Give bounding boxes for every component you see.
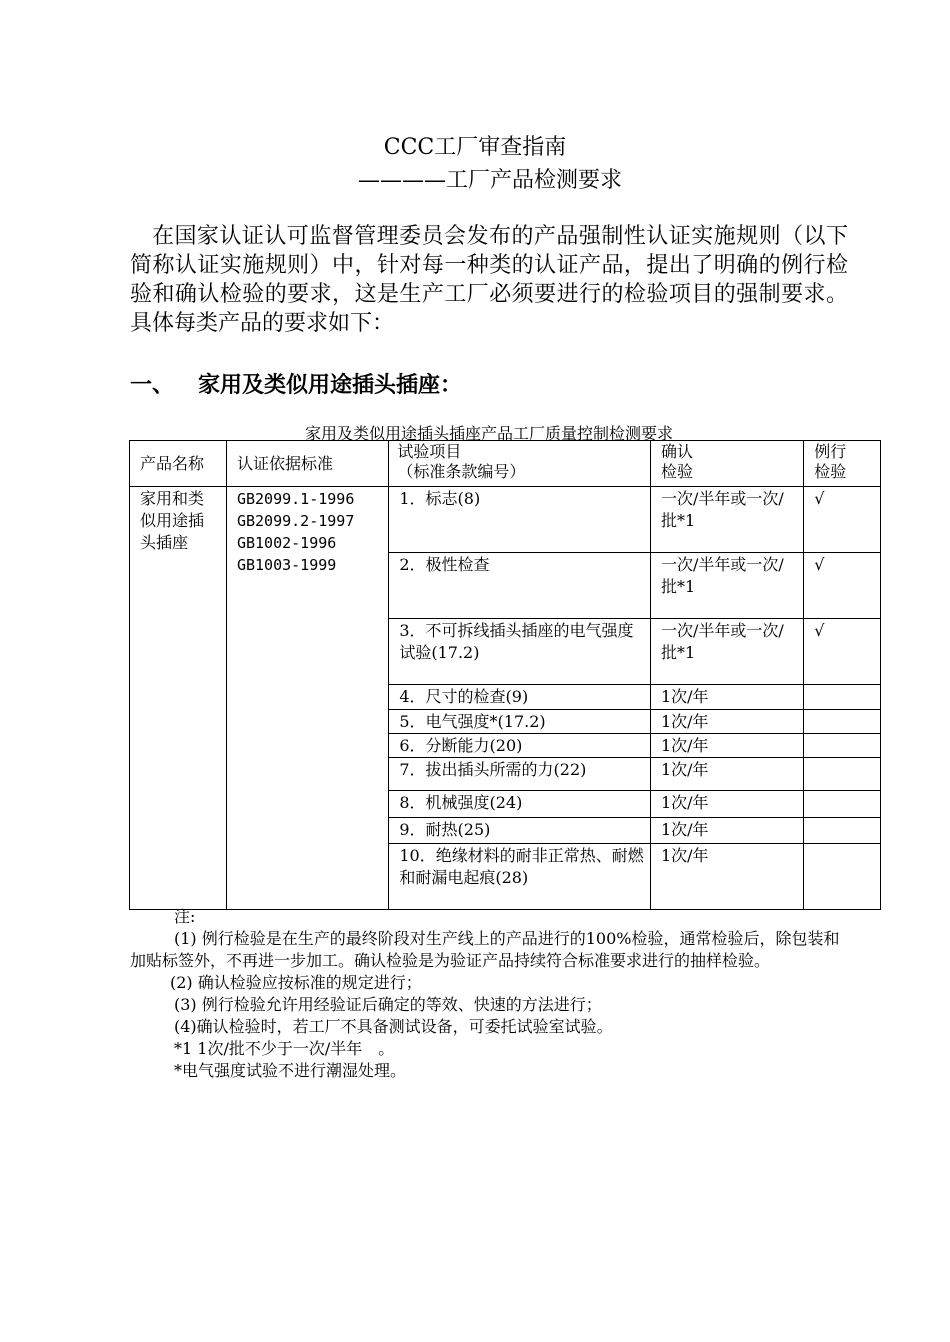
test-item-cell: 4．尺寸的检查(9) (389, 685, 651, 710)
routine-check-cell (804, 758, 881, 791)
confirm-cell: 一次/半年或一次/批*1 (650, 619, 803, 685)
standard-3: GB1002-1996 (236, 534, 337, 552)
confirm-cell: 1次/年 (650, 818, 803, 844)
confirm-cell: 1次/年 (650, 758, 803, 791)
header-standard (226, 441, 388, 487)
routine-check-cell (804, 734, 881, 758)
header-routine-line1: 例行 (814, 442, 847, 461)
routine-check-cell (804, 791, 881, 818)
confirm-cell: 1次/年 (650, 734, 803, 758)
standard-1: GB2099.1-1996 (236, 490, 355, 508)
notes-block (130, 906, 848, 1082)
note-1: (1) 例行检验是在生产的最终阶段对生产线上的产品进行的100%检验，通常检验后，除包装和加贴标签外，不再进一步加工。确认检验是为验证产品持续符合标准要求进行的抽样检验。 (130, 929, 840, 970)
note-3: (3) 例行检验允许用经验证后确定的等效、快速的方法进行； (174, 995, 602, 1014)
routine-check-cell: √ (804, 487, 881, 553)
confirm-cell: 1次/年 (650, 685, 803, 710)
routine-check-cell (804, 818, 881, 844)
standard-2: GB2099.2-1997 (236, 512, 355, 530)
test-item-cell: 9．耐热(25) (389, 818, 651, 844)
header-routine (804, 441, 881, 487)
section-heading (130, 368, 462, 399)
standard-4: GB1003-1999 (236, 556, 337, 574)
notes-label: 注: (174, 907, 196, 926)
routine-check-cell: √ (804, 619, 881, 685)
header-product-label: 产品名称 (140, 454, 205, 473)
product-name: 家用和类似用途插头插座 (140, 489, 205, 552)
confirm-cell: 1次/年 (650, 710, 803, 734)
header-test-item (389, 441, 651, 487)
test-item-cell: 1．标志(8) (389, 487, 651, 553)
section-title: 家用及类似用途插头插座： (198, 373, 463, 398)
table-row (130, 487, 881, 553)
test-item-cell: 8．机械强度(24) (389, 791, 651, 818)
routine-check-cell: √ (804, 553, 881, 619)
header-test-line2: （标准条款编号） (397, 462, 526, 481)
test-item-cell: 6．分断能力(20) (389, 734, 651, 758)
note-6: *电气强度试验不进行潮湿处理。 (174, 1061, 407, 1080)
confirm-cell: 1次/年 (650, 844, 803, 910)
test-item-cell: 7．拔出插头所需的力(22) (389, 758, 651, 791)
header-routine-line2: 检验 (814, 462, 847, 481)
document-title: CCC工厂审查指南 (383, 135, 567, 160)
routine-check-cell (804, 685, 881, 710)
header-product (130, 441, 227, 487)
table-header-row (130, 441, 881, 487)
test-item-cell: 5．电气强度*(17.2) (389, 710, 651, 734)
intro-paragraph: 在国家认证认可监督管理委员会发布的产品强制性认证实施规则（以下简称认证实施规则）中，针对每一种类的认证产品，提出了明确的例行检验和确认检验的要求，这是生产工厂必须要进行的检验项目的强制要求。具体每类产品的要求如下： (130, 224, 848, 336)
note-4: (4)确认检验时，若工厂不具备测试设备，可委托试验室试验。 (174, 1017, 613, 1036)
test-item-cell: 10．绝缘材料的耐非正常热、耐燃和耐漏电起痕(28) (389, 844, 651, 910)
header-confirm-line2: 检验 (660, 462, 693, 481)
product-name-cell (130, 487, 227, 910)
confirm-cell: 一次/半年或一次/批*1 (650, 553, 803, 619)
header-confirm-line1: 确认 (660, 442, 693, 461)
test-item-cell: 2．极性检查 (389, 553, 651, 619)
section-number: 一、 (130, 373, 175, 398)
routine-check-cell (804, 710, 881, 734)
table-caption: 家用及类似用途插头插座产品工厂质量控制检测要求 (304, 424, 673, 443)
header-test-line1: 试验项目 (397, 442, 462, 461)
confirm-cell: 一次/半年或一次/批*1 (650, 487, 803, 553)
standards-cell (226, 487, 388, 910)
document-subtitle: ————工厂产品检测要求 (357, 168, 622, 193)
test-item-cell: 3．不可拆线插头插座的电气强度试验(17.2) (389, 619, 651, 685)
confirm-cell: 1次/年 (650, 791, 803, 818)
header-standard-label: 认证依据标准 (236, 454, 333, 473)
note-2: (2) 确认检验应按标准的规定进行； (170, 973, 422, 992)
header-confirm (650, 441, 803, 487)
note-5: *1 1次/批不少于一次/半年 。 (174, 1039, 395, 1058)
inspection-table (129, 440, 881, 910)
routine-check-cell (804, 844, 881, 910)
